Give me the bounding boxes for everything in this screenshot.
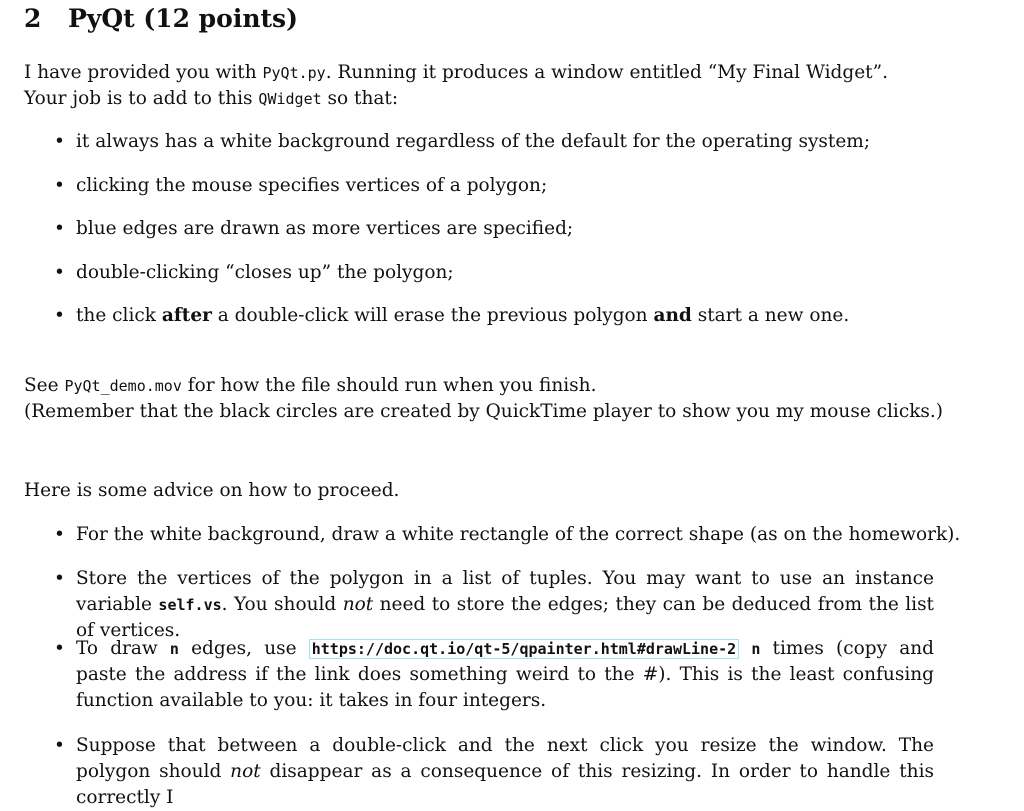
advice-text [76, 733, 934, 811]
advice-intro: Here is some advice on how to proceed. [24, 480, 400, 501]
requirement-text: double-clicking “closes up” the polygon; [76, 262, 454, 283]
text-run: See [24, 375, 65, 396]
text-run: disappear as a consequence of this resizing. In order to handle this correctly I [76, 761, 934, 808]
emphasis-after: after [161, 305, 212, 326]
section-heading [24, 4, 298, 33]
text-run: times (copy and paste the address if the link does something weird to the #). This is the least confusing function available to you: it takes in four integers. [76, 638, 934, 711]
bullet: • [54, 568, 65, 589]
requirement-item [54, 173, 934, 199]
code-n: n [751, 640, 761, 658]
text-run: Store the vertices of the polygon in a list of tuples. You may want to use an instance variable [76, 568, 934, 615]
text-run: a double-click will erase the previous polygon [211, 305, 654, 326]
bullet: • [54, 735, 65, 756]
bullet: • [54, 305, 65, 326]
advice-item [54, 522, 961, 548]
requirement-text: clicking the mouse specifies vertices of a polygon; [76, 175, 548, 196]
intro-line-1 [24, 60, 888, 86]
see-line-1 [24, 373, 596, 399]
section-number: 2 [24, 4, 42, 33]
intro-text: . Running it produces a window entitled “My Final Widget”. [325, 62, 888, 83]
advice-text [76, 566, 934, 644]
file-name-pyqt: PyQt.py [262, 64, 326, 82]
advice-item [54, 636, 934, 714]
bullet: • [54, 262, 65, 283]
requirement-item [54, 260, 934, 286]
bullet: • [54, 638, 65, 659]
emphasis-and: and [653, 305, 692, 326]
bullet: • [54, 131, 65, 152]
see-line-2: (Remember that the black circles are created by QuickTime player to show you my mouse clicks.) [24, 401, 944, 422]
text-run: edges, use [178, 638, 309, 659]
emphasis-not: not [230, 761, 261, 782]
intro-line-2 [24, 86, 398, 112]
intro-text: so that: [321, 88, 399, 109]
intro-text: I have provided you with [24, 62, 263, 83]
bullet: • [54, 218, 65, 239]
code-n: n [169, 640, 179, 658]
text-run: Suppose that between a double-click and the next click you resize the window. The polygon should [76, 735, 934, 782]
requirement-item [54, 129, 934, 155]
advice-item [54, 733, 934, 811]
requirement-item [54, 216, 934, 242]
text-run: for how the file should run when you finish. [181, 375, 597, 396]
code-self-vs: self.vs [158, 596, 222, 614]
requirement-text [76, 303, 934, 329]
class-name-qwidget: QWidget [258, 90, 322, 108]
text-run: To draw [76, 638, 170, 659]
bullet: • [54, 524, 65, 545]
bullet: • [54, 175, 65, 196]
advice-text: For the white background, draw a white rectangle of the correct shape (as on the homework). [76, 524, 961, 545]
requirement-text: it always has a white background regardless of the default for the operating system; [76, 131, 871, 152]
text-run: . You should [221, 594, 343, 615]
text-run: start a new one. [691, 305, 850, 326]
text-run: need to store the edges; they can be deduced from the list of vertices. [76, 594, 934, 641]
requirement-text: blue edges are drawn as more vertices are specified; [76, 218, 574, 239]
advice-item [54, 566, 934, 644]
advice-text [76, 636, 934, 714]
section-title: PyQt (12 points) [68, 4, 298, 33]
drawline-doc-link[interactable]: https://doc.qt.io/qt-5/qpainter.html#drawLine-2 [309, 639, 739, 659]
emphasis-not: not [342, 594, 374, 615]
intro-text: Your job is to add to this [24, 88, 259, 109]
requirement-item [54, 303, 934, 329]
file-name-demo: PyQt_demo.mov [64, 377, 182, 395]
text-run: the click [76, 305, 162, 326]
